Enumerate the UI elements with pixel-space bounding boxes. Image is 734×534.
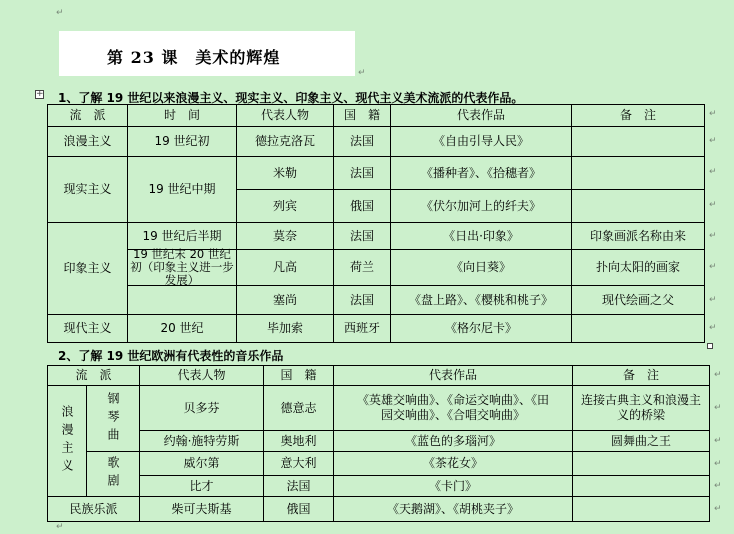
music-subcategory-cell: 钢琴曲 [86, 385, 140, 452]
row-end-mark: ↵ [709, 231, 717, 241]
row-end-mark: ↵ [714, 403, 722, 413]
time-cell: 19 世纪中期 [127, 156, 237, 223]
country-cell: 奥地利 [263, 430, 334, 452]
person-cell: 凡高 [236, 249, 334, 286]
lesson-title: 第 23 课 美术的辉煌 [107, 48, 281, 67]
note-cell: 现代绘画之父 [571, 285, 705, 315]
school-cell: 印象主义 [47, 222, 128, 315]
music-work-cell: 《英雄交响曲》、《命运交响曲》、《田园交响曲》、《合唱交响曲》 [333, 385, 573, 431]
composer-cell: 柴可夫斯基 [139, 496, 264, 522]
row-end-mark: ↵ [714, 481, 722, 491]
country-cell: 俄国 [263, 496, 334, 522]
row-end-mark: ↵ [709, 167, 717, 177]
country-cell: 荷兰 [333, 249, 391, 286]
country-cell: 西班牙 [333, 314, 391, 343]
composer-cell: 约翰·施特劳斯 [139, 430, 264, 452]
note-cell [571, 156, 705, 190]
row-end-mark: ↵ [709, 262, 717, 272]
work-cell: 《盘上路》、《樱桃和桃子》 [390, 285, 572, 315]
note-cell: 连接古典主义和浪漫主义的桥梁 [572, 385, 710, 431]
school-cell: 现实主义 [47, 156, 128, 223]
person-cell: 米勒 [236, 156, 334, 190]
row-end-mark: ↵ [709, 109, 717, 119]
note-cell: 印象画派名称由来 [571, 222, 705, 250]
row-end-mark: ↵ [714, 459, 722, 469]
music-school-cell: 民族乐派 [47, 496, 140, 522]
table2-header-country: 国 籍 [263, 365, 334, 386]
row-end-mark: ↵ [714, 504, 722, 514]
lesson-title-box [59, 31, 355, 76]
table2-header-person: 代表人物 [139, 365, 264, 386]
person-cell: 列宾 [236, 189, 334, 223]
table2-header-school: 流 派 [47, 365, 140, 386]
music-school-cell: 浪漫主义 [47, 385, 87, 497]
note-cell: 圆舞曲之王 [572, 430, 710, 452]
country-cell: 德意志 [263, 385, 334, 431]
music-work-cell: 《天鹅湖》、《胡桃夹子》 [333, 496, 573, 522]
work-cell: 《向日葵》 [390, 249, 572, 286]
time-cell: 19 世纪后半期 [127, 222, 237, 250]
music-work-cell: 《茶花女》 [333, 451, 573, 476]
person-cell: 塞尚 [236, 285, 334, 315]
country-cell: 法国 [333, 222, 391, 250]
table2-header-note: 备 注 [572, 365, 710, 386]
table1-header-school: 流 派 [47, 104, 128, 127]
country-cell: 法国 [333, 285, 391, 315]
music-work-cell: 《卡门》 [333, 475, 573, 497]
paragraph-mark: ↵ [56, 8, 64, 18]
row-end-mark: ↵ [709, 200, 717, 210]
table1-header-time: 时 间 [127, 104, 237, 127]
school-cell: 现代主义 [47, 314, 128, 343]
table-move-handle-icon[interactable]: + [36, 89, 44, 99]
table1-header-work: 代表作品 [390, 104, 572, 127]
note-cell [572, 496, 710, 522]
country-cell: 法国 [263, 475, 334, 497]
note-cell [571, 126, 705, 157]
time-cell [127, 285, 237, 315]
time-cell: 20 世纪 [127, 314, 237, 343]
country-cell: 俄国 [333, 189, 391, 223]
table-resize-handle[interactable] [707, 343, 713, 349]
paragraph-mark: ↵ [358, 68, 366, 78]
table1-header-person: 代表人物 [236, 104, 334, 127]
time-cell: 19 世纪末 20 世纪初（印象主义进一步发展） [127, 249, 237, 286]
country-cell: 法国 [333, 156, 391, 190]
person-cell: 毕加索 [236, 314, 334, 343]
composer-cell: 比才 [139, 475, 264, 497]
row-end-mark: ↵ [709, 323, 717, 333]
note-cell [572, 475, 710, 497]
composer-cell: 贝多芬 [139, 385, 264, 431]
time-cell: 19 世纪初 [127, 126, 237, 157]
country-cell: 法国 [333, 126, 391, 157]
row-end-mark: ↵ [709, 295, 717, 305]
work-cell: 《格尔尼卡》 [390, 314, 572, 343]
section1-heading: 1、了解 19 世纪以来浪漫主义、现实主义、印象主义、现代主义美术流派的代表作品。 [58, 91, 524, 105]
table2-header-work: 代表作品 [333, 365, 573, 386]
composer-cell: 威尔第 [139, 451, 264, 476]
note-cell [572, 451, 710, 476]
note-cell [571, 314, 705, 343]
row-end-mark: ↵ [714, 436, 722, 446]
paragraph-mark: ↵ [56, 522, 64, 532]
work-cell: 《日出·印象》 [390, 222, 572, 250]
work-cell: 《播种者》、《拾穗者》 [390, 156, 572, 190]
person-cell: 德拉克洛瓦 [236, 126, 334, 157]
section2-heading: 2、了解 19 世纪欧洲有代表性的音乐作品 [58, 349, 284, 363]
row-end-mark: ↵ [709, 136, 717, 146]
music-work-cell: 《蓝色的多瑙河》 [333, 430, 573, 452]
row-end-mark: ↵ [714, 370, 722, 380]
table1-header-country: 国 籍 [333, 104, 391, 127]
country-cell: 意大利 [263, 451, 334, 476]
school-cell: 浪漫主义 [47, 126, 128, 157]
note-cell [571, 189, 705, 223]
music-subcategory-cell: 歌剧 [86, 451, 140, 497]
person-cell: 莫奈 [236, 222, 334, 250]
work-cell: 《伏尔加河上的纤夫》 [390, 189, 572, 223]
note-cell: 扑向太阳的画家 [571, 249, 705, 286]
work-cell: 《自由引导人民》 [390, 126, 572, 157]
table1-header-note: 备 注 [571, 104, 705, 127]
